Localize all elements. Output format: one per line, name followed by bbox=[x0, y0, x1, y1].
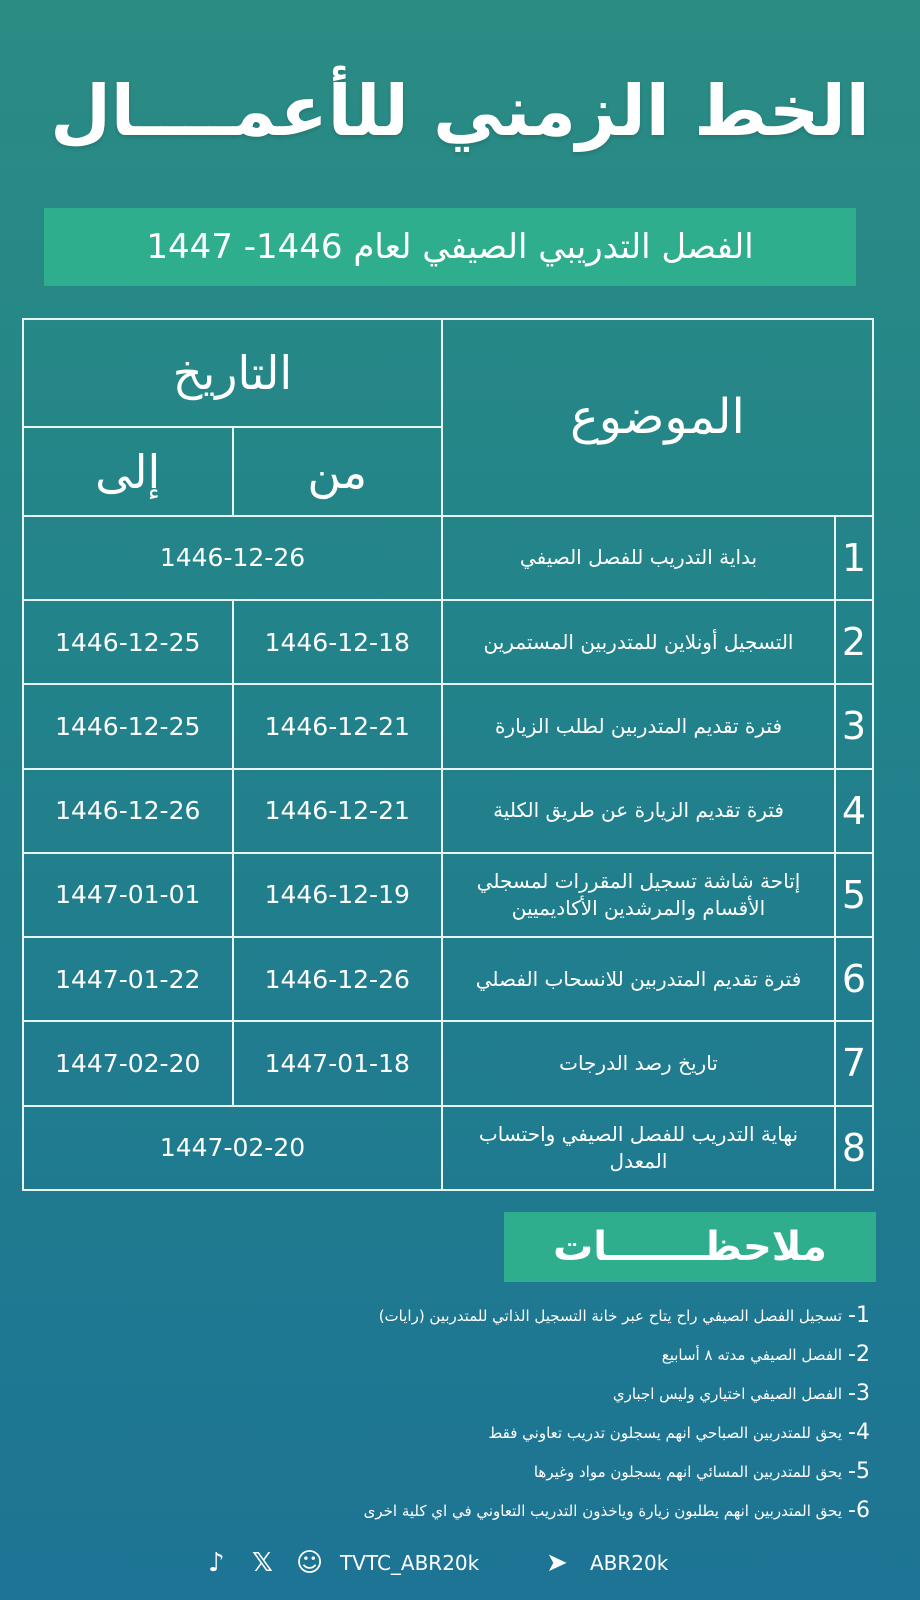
list-item bbox=[270, 1296, 870, 1335]
row-date: 1447-02-20 bbox=[23, 1106, 442, 1190]
row-date-to: 1446-12-26 bbox=[23, 769, 233, 853]
social-handle[interactable]: TVTC_ABR20k bbox=[340, 1551, 480, 1575]
note-number: 6- bbox=[848, 1498, 870, 1523]
row-number: 4 bbox=[835, 769, 873, 853]
row-date: 1446-12-26 bbox=[23, 516, 442, 600]
snapchat-icon[interactable]: ☺ bbox=[296, 1548, 324, 1578]
header-to: إلى bbox=[23, 427, 233, 515]
row-date-from: 1446-12-19 bbox=[233, 853, 443, 937]
table-row bbox=[23, 684, 873, 768]
row-number: 7 bbox=[835, 1021, 873, 1105]
page-title: الخط الزمني للأعمــــال bbox=[50, 70, 870, 152]
timeline-table bbox=[22, 318, 874, 1191]
notes-list bbox=[270, 1296, 870, 1530]
notes-heading: ملاحظـــــــات bbox=[553, 1224, 827, 1270]
table-row bbox=[23, 516, 873, 600]
list-item bbox=[270, 1413, 870, 1452]
note-text: الفصل الصيفي اختياري وليس اجباري bbox=[612, 1384, 843, 1403]
row-topic: بداية التدريب للفصل الصيفي bbox=[442, 516, 835, 600]
row-date-from: 1446-12-26 bbox=[233, 937, 443, 1021]
row-number: 3 bbox=[835, 684, 873, 768]
header-from: من bbox=[233, 427, 443, 515]
list-item bbox=[270, 1491, 870, 1530]
note-text: يحق للمتدربين المسائي انهم يسجلون مواد وغيرها bbox=[533, 1462, 843, 1481]
row-number: 1 bbox=[835, 516, 873, 600]
row-date-to: 1446-12-25 bbox=[23, 600, 233, 684]
notes-heading-banner bbox=[504, 1212, 876, 1282]
tiktok-icon[interactable]: ♪ bbox=[208, 1548, 225, 1578]
table-row bbox=[23, 1021, 873, 1105]
list-item bbox=[270, 1374, 870, 1413]
subtitle-text: الفصل التدريبي الصيفي لعام 1446- 1447 bbox=[146, 227, 754, 267]
note-number: 3- bbox=[848, 1381, 870, 1406]
table-row bbox=[23, 853, 873, 937]
list-item bbox=[270, 1452, 870, 1491]
row-topic: فترة تقديم المتدربين لطلب الزيارة bbox=[442, 684, 835, 768]
row-number: 5 bbox=[835, 853, 873, 937]
note-text: الفصل الصيفي مدته ٨ أسابيع bbox=[661, 1345, 843, 1364]
note-number: 4- bbox=[848, 1420, 870, 1445]
note-number: 5- bbox=[848, 1459, 870, 1484]
header-date: التاريخ bbox=[23, 319, 442, 427]
list-item bbox=[270, 1335, 870, 1374]
table-row bbox=[23, 937, 873, 1021]
row-date-from: 1447-01-18 bbox=[233, 1021, 443, 1105]
table-row bbox=[23, 1106, 873, 1190]
footer bbox=[0, 1543, 920, 1583]
row-number: 2 bbox=[835, 600, 873, 684]
row-date-to: 1446-12-25 bbox=[23, 684, 233, 768]
row-topic: تاريخ رصد الدرجات bbox=[442, 1021, 835, 1105]
row-topic: التسجيل أونلاين للمتدربين المستمرين bbox=[442, 600, 835, 684]
telegram-handle[interactable]: ABR20k bbox=[590, 1551, 669, 1575]
row-date-to: 1447-01-01 bbox=[23, 853, 233, 937]
note-text: يحق المتدربين انهم يطلبون زيارة وياخذون التدريب التعاوني في اي كلية اخرى bbox=[363, 1501, 843, 1520]
table-row bbox=[23, 769, 873, 853]
row-date-to: 1447-02-20 bbox=[23, 1021, 233, 1105]
x-icon[interactable]: 𝕏 bbox=[252, 1548, 273, 1578]
note-number: 1- bbox=[848, 1303, 870, 1328]
row-topic: فترة تقديم الزيارة عن طريق الكلية bbox=[442, 769, 835, 853]
row-date-from: 1446-12-18 bbox=[233, 600, 443, 684]
telegram-icon[interactable]: ➤ bbox=[546, 1548, 568, 1578]
subtitle-banner bbox=[44, 208, 856, 286]
row-date-from: 1446-12-21 bbox=[233, 769, 443, 853]
note-text: يحق للمتدربين الصباحي انهم يسجلون تدريب تعاوني فقط bbox=[488, 1423, 843, 1442]
row-date-from: 1446-12-21 bbox=[233, 684, 443, 768]
header-topic: الموضوع bbox=[442, 319, 873, 516]
table-row bbox=[23, 600, 873, 684]
row-number: 8 bbox=[835, 1106, 873, 1190]
row-number: 6 bbox=[835, 937, 873, 1021]
row-topic: فترة تقديم المتدربين للانسحاب الفصلي bbox=[442, 937, 835, 1021]
note-text: تسجيل الفصل الصيفي راح يتاح عبر خانة التسجيل الذاتي للمتدربين (رايات) bbox=[378, 1306, 843, 1325]
row-topic: إتاحة شاشة تسجيل المقررات لمسجلي الأقسام والمرشدين الأكاديميين bbox=[442, 853, 835, 937]
note-number: 2- bbox=[848, 1342, 870, 1367]
row-topic: نهاية التدريب للفصل الصيفي واحتساب المعدل bbox=[442, 1106, 835, 1190]
row-date-to: 1447-01-22 bbox=[23, 937, 233, 1021]
